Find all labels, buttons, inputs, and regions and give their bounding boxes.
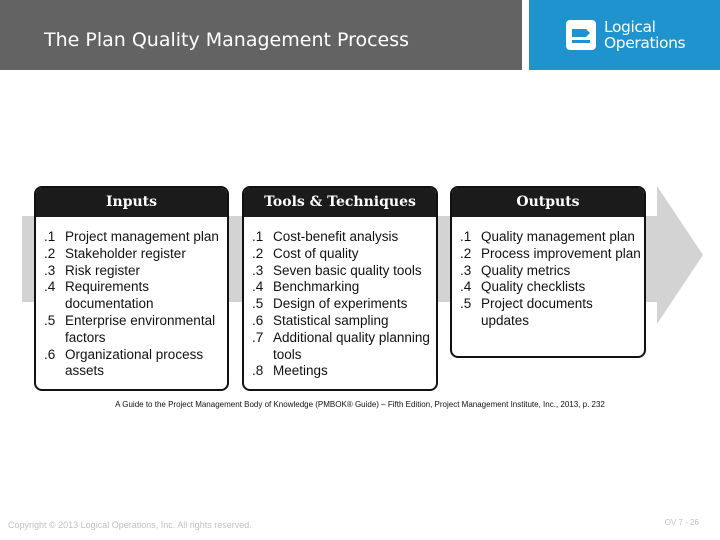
item-number: .1: [460, 229, 472, 244]
list-item: [252, 229, 436, 246]
box-items: [244, 217, 436, 380]
item-number: .8: [252, 363, 264, 379]
list-item: [460, 263, 644, 280]
page-number: OV 7 - 26: [664, 518, 699, 527]
outputs-box: [450, 186, 646, 358]
item-number: .4: [460, 279, 472, 295]
tools-techniques-box: [242, 186, 438, 391]
item-text: Requirements documentation: [65, 279, 154, 312]
item-text: Quality checklists: [481, 279, 586, 295]
item-text: Quality metrics: [481, 262, 571, 278]
list-item: [460, 229, 644, 246]
item-text: Additional quality planning tools: [273, 329, 430, 362]
item-number: .4: [44, 279, 56, 295]
item-number: .2: [44, 245, 56, 261]
item-number: .6: [44, 346, 56, 362]
item-number: .3: [44, 262, 56, 278]
list-item: [252, 263, 436, 280]
item-text: Cost of quality: [273, 245, 359, 261]
item-text: Quality management plan: [481, 229, 635, 244]
list-item: [44, 347, 227, 381]
list-item: [44, 246, 227, 263]
item-text: Project management plan: [65, 229, 219, 244]
item-text: Cost-benefit analysis: [273, 229, 399, 244]
logo-line-2: Operations: [604, 34, 686, 52]
item-text: Statistical sampling: [273, 312, 389, 328]
source-caption: A Guide to the Project Management Body of Knowledge (PMBOK® Guide) – Fifth Edition, Project Management Institute, Inc., 2013, p. 232: [115, 400, 605, 409]
item-number: .2: [460, 245, 472, 261]
item-text: Risk register: [65, 262, 141, 278]
list-item: [460, 296, 644, 330]
item-text: Organizational process assets: [65, 346, 204, 379]
item-text: Meetings: [273, 363, 328, 379]
box-items: [36, 217, 227, 380]
list-item: [44, 313, 227, 347]
logo-line-1: Logical: [604, 18, 656, 36]
list-item: [44, 229, 227, 246]
item-number: .3: [252, 262, 264, 278]
box-header: Inputs: [36, 188, 227, 217]
inputs-box: [34, 186, 229, 391]
item-number: .2: [252, 245, 264, 261]
item-number: .1: [252, 229, 264, 244]
list-item: [252, 246, 436, 263]
item-text: Benchmarking: [273, 279, 360, 295]
list-item: [252, 363, 436, 380]
list-item: [252, 330, 436, 364]
list-item: [44, 263, 227, 280]
item-text: Seven basic quality tools: [273, 262, 422, 278]
list-item: [460, 279, 644, 296]
item-number: .5: [44, 312, 56, 328]
item-number: .1: [44, 229, 56, 244]
item-number: .4: [252, 279, 264, 295]
item-number: .3: [460, 262, 472, 278]
list-item: [44, 279, 227, 313]
list-item: [252, 313, 436, 330]
item-text: Stakeholder register: [65, 245, 186, 261]
item-number: .5: [252, 296, 264, 312]
list-item: [460, 246, 644, 263]
item-text: Project documents updates: [481, 296, 593, 328]
box-header: Outputs: [452, 188, 644, 217]
item-text: Design of experiments: [273, 296, 408, 312]
list-item: [252, 296, 436, 313]
slide-title: The Plan Quality Management Process: [44, 29, 410, 51]
copyright-footer: Copyright © 2013 Logical Operations, Inc. All rights reserved.: [8, 520, 252, 530]
item-text: Enterprise environmental factors: [65, 312, 216, 345]
box-header: Tools & Techniques: [244, 188, 436, 217]
item-number: .6: [252, 312, 264, 328]
item-number: .5: [460, 296, 472, 312]
item-text: Process improvement plan: [481, 245, 641, 261]
list-item: [252, 279, 436, 296]
item-number: .7: [252, 329, 264, 345]
box-items: [452, 217, 644, 330]
